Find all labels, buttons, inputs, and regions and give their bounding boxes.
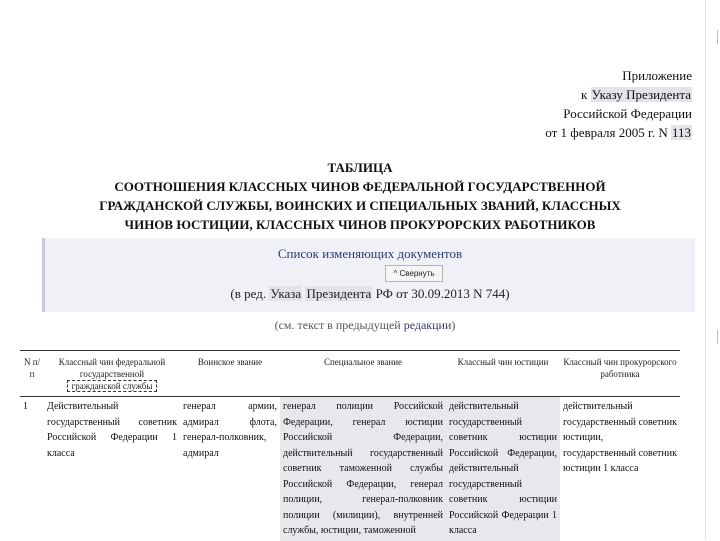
- previous-edition-note: [40, 318, 690, 333]
- edge-mark: [711, 30, 718, 44]
- header-num: N п/п: [20, 351, 44, 397]
- decree-link[interactable]: Указу Президента: [591, 87, 691, 102]
- cell-justice: действительный государственный советник юстиции Российской Федерации, действительный государственный советник юстиции Российской Федерации 1 класса: [446, 397, 560, 541]
- appendix-text: к: [580, 87, 591, 102]
- title-line: СООТНОШЕНИЯ КЛАССНЫХ ЧИНОВ ФЕДЕРАЛЬНОЙ ГОСУДАРСТВЕННОЙ: [114, 179, 606, 194]
- appendix-line: [545, 85, 692, 104]
- title-line: ТАБЛИЦА: [327, 160, 393, 175]
- header-civil: [44, 351, 180, 397]
- table-header-row: [20, 351, 680, 397]
- header-civil-boxed: гражданской службы: [67, 380, 158, 392]
- header-military: Воинское звание: [180, 351, 280, 397]
- edition-text: (в ред.: [230, 286, 270, 301]
- header-prosecutor: Классный чин прокурорского работника: [560, 351, 680, 397]
- header-special: Специальное звание: [280, 351, 446, 397]
- header-justice: Классный чин юстиции: [446, 351, 560, 397]
- cell-military: генерал армии, адмирал флота, генерал-полковник, адмирал: [183, 401, 277, 459]
- cell-special: генерал полиции Российской Федерации, генерал юстиции Российской Федерации, действительный государственный советник таможенной службы Российской Федерации, генерал полиции, генерал-полковник полиции (милиции), внутренней службы, юстиции, таможенной: [280, 397, 446, 541]
- cell-num: 1: [23, 401, 28, 412]
- decree-number-link[interactable]: 113: [671, 125, 691, 140]
- appendix-line: Приложение: [622, 68, 692, 83]
- table-row: [20, 397, 680, 541]
- appendix-line: [545, 123, 692, 142]
- title-line: ЧИНОВ ЮСТИЦИИ, КЛАССНЫХ ЧИНОВ ПРОКУРОРСКИХ РАБОТНИКОВ: [124, 217, 596, 232]
- previous-edition-text: (см. текст в предыдущей: [274, 318, 404, 332]
- page-edge-scrollbar[interactable]: [705, 0, 720, 540]
- edition-note: [45, 286, 695, 302]
- header-civil-text: Классный чин федеральной государственной: [58, 357, 166, 379]
- edition-text: РФ от 30.09.2013 N 744): [372, 286, 510, 301]
- appendix-text: от 1 февраля 2005 г. N: [545, 125, 671, 140]
- cell-prosecutor: действительный государственный советник юстиции, государственный советник юстиции 1 класса: [563, 401, 677, 474]
- edition-link-president[interactable]: Президента: [306, 286, 372, 301]
- appendix-line: Российской Федерации: [563, 106, 692, 121]
- document-title: [40, 158, 680, 234]
- ranks-table: [20, 350, 680, 541]
- collapse-button[interactable]: ^ Свернуть: [385, 265, 443, 282]
- amending-documents-panel: [42, 238, 695, 312]
- title-line: ГРАЖДАНСКОЙ СЛУЖБЫ, ВОИНСКИХ И СПЕЦИАЛЬНЫХ ЗВАНИЙ, КЛАССНЫХ: [99, 198, 621, 213]
- edition-link-decree[interactable]: Указа: [270, 286, 302, 301]
- cell-civil: Действительный государственный советник Российской Федерации 1 класса: [47, 401, 177, 459]
- previous-edition-link[interactable]: редакции: [403, 318, 452, 332]
- appendix-block: [545, 66, 692, 142]
- previous-edition-text: ): [451, 318, 456, 332]
- edge-mark: [711, 330, 718, 344]
- amending-documents-heading: Список изменяющих документов: [277, 246, 463, 261]
